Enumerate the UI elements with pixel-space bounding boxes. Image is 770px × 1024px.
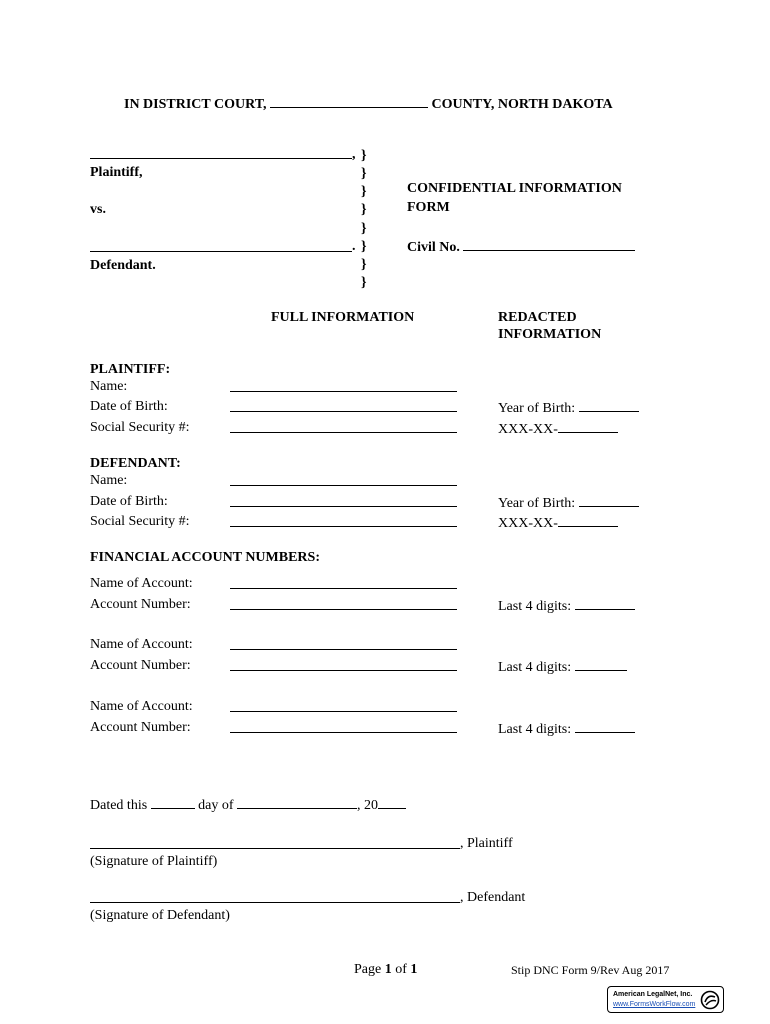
full-information-heading: FULL INFORMATION (271, 310, 415, 325)
defendant-line-period: . (352, 239, 356, 254)
caption-brace: } (361, 184, 367, 199)
civil-number-label: Civil No. (407, 240, 464, 255)
account-1-last4-field[interactable] (575, 597, 635, 610)
dated-year-field[interactable] (378, 796, 406, 809)
dated-month-field[interactable] (237, 796, 357, 809)
financial-heading: FINANCIAL ACCOUNT NUMBERS: (90, 550, 320, 565)
plaintiff-caption-label: Plaintiff, (90, 165, 143, 180)
legalnet-logo[interactable] (607, 986, 724, 1013)
account-3-number-label: Account Number: (90, 720, 191, 735)
plaintiff-line-comma: , (352, 147, 356, 162)
account-2-last4-field[interactable] (575, 658, 627, 671)
logo-url-link[interactable]: www.FormsWorkFlow.com (613, 1001, 696, 1008)
caption-brace: } (361, 202, 367, 217)
account-2-name-label: Name of Account: (90, 637, 193, 652)
plaintiff-heading: PLAINTIFF: (90, 362, 171, 377)
plaintiff-ssn-redacted-label: XXX-XX- (498, 422, 558, 437)
account-2-last4-label: Last 4 digits: (498, 660, 575, 675)
account-3-last4 (498, 720, 635, 738)
defendant-name-line[interactable] (90, 251, 352, 252)
defendant-yob-label: Year of Birth: (498, 496, 579, 511)
defendant-name-field[interactable] (230, 485, 457, 486)
civil-number-blank[interactable] (463, 238, 635, 251)
account-3-number-field[interactable] (230, 732, 457, 733)
account-1-number-field[interactable] (230, 609, 457, 610)
defendant-ssn-redacted-label: XXX-XX- (498, 516, 558, 531)
account-1-name-field[interactable] (230, 588, 457, 589)
defendant-dob-label: Date of Birth: (90, 494, 168, 509)
defendant-ssn-field[interactable] (230, 526, 457, 527)
plaintiff-name-line[interactable] (90, 158, 352, 159)
account-2-name-field[interactable] (230, 649, 457, 650)
plaintiff-dob-label: Date of Birth: (90, 399, 168, 414)
account-1-name-label: Name of Account: (90, 576, 193, 591)
page-current: 1 (384, 962, 392, 977)
logo-company-name: American LegalNet, Inc. (613, 991, 693, 998)
defendant-dob-field[interactable] (230, 506, 457, 507)
plaintiff-signature-line[interactable] (90, 848, 460, 849)
court-header-suffix: COUNTY, NORTH DAKOTA (428, 97, 613, 112)
account-3-name-label: Name of Account: (90, 699, 193, 714)
court-header-prefix: IN DISTRICT COURT, (124, 97, 271, 112)
redacted-heading-line2: INFORMATION (498, 327, 602, 342)
dated-line (90, 796, 406, 814)
defendant-signature-caption: (Signature of Defendant) (90, 908, 230, 923)
account-1-last4-label: Last 4 digits: (498, 599, 575, 614)
plaintiff-ssn-label: Social Security #: (90, 420, 190, 435)
caption-brace: } (361, 221, 367, 236)
form-id: Stip DNC Form 9/Rev Aug 2017 (511, 963, 670, 977)
civil-number (407, 238, 635, 256)
dated-part1: Dated this (90, 798, 151, 813)
caption-brace: } (361, 275, 367, 290)
defendant-signature-suffix: , Defendant (460, 890, 526, 905)
defendant-ssn-redacted (498, 514, 618, 532)
account-3-last4-field[interactable] (575, 720, 635, 733)
plaintiff-dob-field[interactable] (230, 411, 457, 412)
defendant-yob-field[interactable] (579, 494, 639, 507)
dated-part2: day of (194, 798, 238, 813)
plaintiff-yob (498, 399, 639, 417)
plaintiff-name-label: Name: (90, 379, 128, 394)
plaintiff-yob-label: Year of Birth: (498, 401, 579, 416)
page-number (354, 962, 417, 978)
page-of: of (391, 962, 411, 977)
page-total: 1 (410, 962, 418, 977)
dated-day-field[interactable] (151, 796, 195, 809)
plaintiff-yob-field[interactable] (579, 399, 639, 412)
defendant-ssn-last4-field[interactable] (558, 514, 618, 527)
caption-brace: } (361, 166, 367, 181)
court-header (124, 95, 613, 113)
defendant-signature-line[interactable] (90, 902, 460, 903)
defendant-caption-label: Defendant. (90, 258, 156, 273)
form-title-line2: FORM (407, 200, 450, 215)
account-1-last4 (498, 597, 635, 615)
account-1-number-label: Account Number: (90, 597, 191, 612)
account-3-last4-label: Last 4 digits: (498, 722, 575, 737)
plaintiff-name-field[interactable] (230, 391, 457, 392)
dated-part3: , 20 (357, 798, 379, 813)
plaintiff-ssn-last4-field[interactable] (558, 420, 618, 433)
defendant-heading: DEFENDANT: (90, 456, 181, 471)
plaintiff-signature-suffix: , Plaintiff (460, 836, 513, 851)
county-blank[interactable] (270, 95, 428, 108)
caption-brace: } (361, 148, 367, 163)
plaintiff-ssn-field[interactable] (230, 432, 457, 433)
logo-swirl-icon (700, 990, 720, 1010)
plaintiff-signature-caption: (Signature of Plaintiff) (90, 854, 218, 869)
page-prefix: Page (354, 962, 385, 977)
defendant-ssn-label: Social Security #: (90, 514, 190, 529)
account-2-number-label: Account Number: (90, 658, 191, 673)
redacted-heading-line1: REDACTED (498, 310, 577, 325)
form-title-line1: CONFIDENTIAL INFORMATION (407, 181, 622, 196)
account-2-last4 (498, 658, 627, 676)
caption-brace: } (361, 239, 367, 254)
plaintiff-ssn-redacted (498, 420, 618, 438)
caption-brace: } (361, 257, 367, 272)
defendant-yob (498, 494, 639, 512)
account-2-number-field[interactable] (230, 670, 457, 671)
vs-label: vs. (90, 202, 106, 217)
account-3-name-field[interactable] (230, 711, 457, 712)
defendant-name-label: Name: (90, 473, 128, 488)
